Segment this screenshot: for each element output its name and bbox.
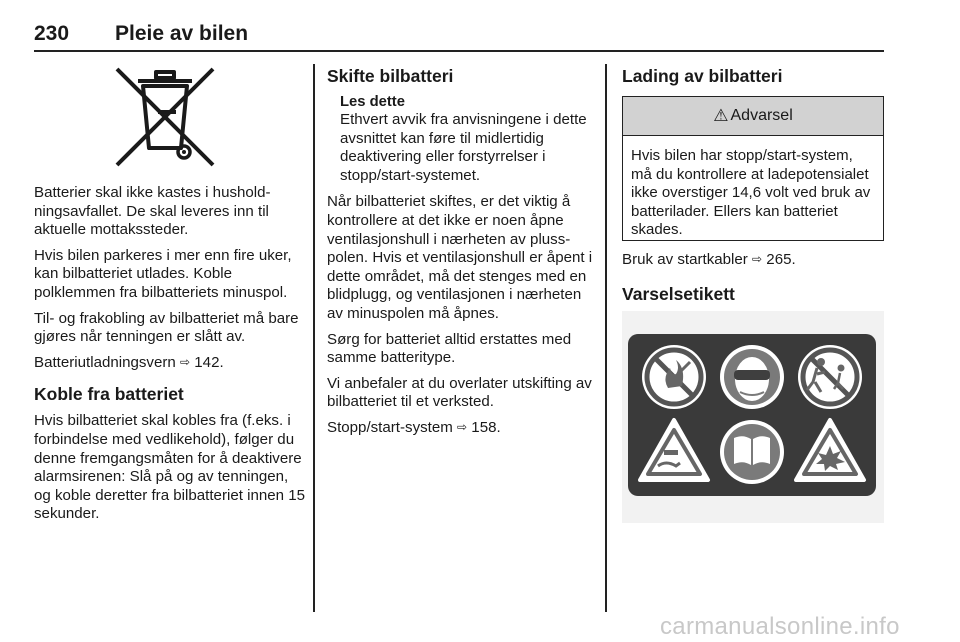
column-2 bbox=[327, 66, 599, 445]
page-number: 230 bbox=[34, 22, 70, 45]
warning-label-image bbox=[628, 334, 876, 496]
ref-label: Bruk av startkabler bbox=[622, 251, 748, 268]
section-heading-label: Varselsetikett bbox=[622, 284, 735, 304]
workshop-paragraph: Vi anbefaler at du overlater utskifting av bilbatteriet til et verksted. bbox=[327, 374, 592, 411]
header-rule bbox=[34, 50, 884, 52]
section-heading-disconnect: Koble fra batteriet bbox=[34, 384, 184, 405]
jump-cable-ref bbox=[622, 251, 884, 270]
page-ref-arrow-icon: ⇨ bbox=[180, 354, 191, 369]
ref-page: 142. bbox=[194, 353, 224, 371]
column-1 bbox=[34, 184, 306, 531]
section-heading-replace: Skifte bilbatteri bbox=[327, 66, 454, 86]
section-heading-charging: Lading av bilbatteri bbox=[622, 66, 783, 86]
warning-header bbox=[623, 97, 883, 136]
ref-page: 158. bbox=[471, 418, 501, 436]
page-ref-arrow-icon: ⇨ bbox=[752, 252, 763, 266]
warning-text: Hvis bilen har stopp/start-system, må du kontrollere at ladepotensialet ikke overstiger 14,6 volt ved bruk av batterilader. Ellers kan batteriet skades. bbox=[631, 147, 871, 239]
no-fire-smoking-icon bbox=[642, 345, 706, 409]
note-block bbox=[327, 94, 599, 185]
disposal-paragraph: Batterier skal ikke kastes i husholdningsavfallet. De skal leveres inn til aktuelle mottakssteder. bbox=[34, 184, 271, 239]
parking-paragraph: Hvis bilen parkeres i mer enn fire uker, kan bilbatteriet utlades. Koble polklemmen fra bilbatteriets minuspol. bbox=[34, 246, 292, 301]
page-title: Pleie av bilen bbox=[115, 22, 249, 45]
page-ref-arrow-icon: ⇨ bbox=[457, 419, 468, 434]
crossed-out-bin-icon bbox=[112, 66, 218, 168]
eye-protection-icon bbox=[720, 345, 784, 409]
ref-page: 265. bbox=[766, 251, 796, 268]
watermark: carmanualsonline.info bbox=[660, 613, 900, 640]
read-manual-icon bbox=[720, 420, 784, 484]
ref-label: Batteriutladningsvern bbox=[34, 353, 176, 371]
column-divider-2 bbox=[605, 64, 607, 612]
keep-children-away-icon bbox=[798, 345, 862, 409]
warning-box bbox=[622, 96, 884, 241]
warning-title: Advarsel bbox=[730, 107, 793, 124]
discharge-protection-ref bbox=[34, 354, 306, 373]
column-divider-1 bbox=[313, 64, 315, 612]
same-type-paragraph: Sørg for batteriet alltid erstattes med samme batteritype. bbox=[327, 330, 572, 367]
connect-paragraph: Til- og frakobling av bilbatteriet må bare gjøres når tenningen er slått av. bbox=[34, 309, 299, 346]
stop-start-ref bbox=[327, 419, 599, 438]
note-title: Les dette bbox=[340, 94, 405, 110]
warning-icon: ⚠ bbox=[713, 106, 729, 125]
replace-paragraph: Når bilbatteriet skiftes, er det viktig å kontrollere at det ikke er noen åpne ventilasjonshull i nærheten av plusspolen. Hvis et ventilasjonshull er åpent i dette området, må det stenges med en blidplugg, og ventilasjonen i nærheten av minuspolen må åpnes. bbox=[327, 193, 593, 322]
disconnect-paragraph: Hvis bilbatteriet skal kobles fra (f.eks. i forbindelse med vedlikehold), følger du denne fremgangsmåten for å deaktivere alarmsirenen: Slå på og av tenningen, og koble deretter fra bilbatteriet innen 15 sekunder. bbox=[34, 412, 306, 523]
note-text: Ethvert avvik fra anvisningene i dette avsnittet kan føre til midlertidig deaktivering eller forstyrrelser i stopp/start-systemet. bbox=[340, 111, 587, 184]
ref-label: Stopp/start-system bbox=[327, 418, 453, 436]
